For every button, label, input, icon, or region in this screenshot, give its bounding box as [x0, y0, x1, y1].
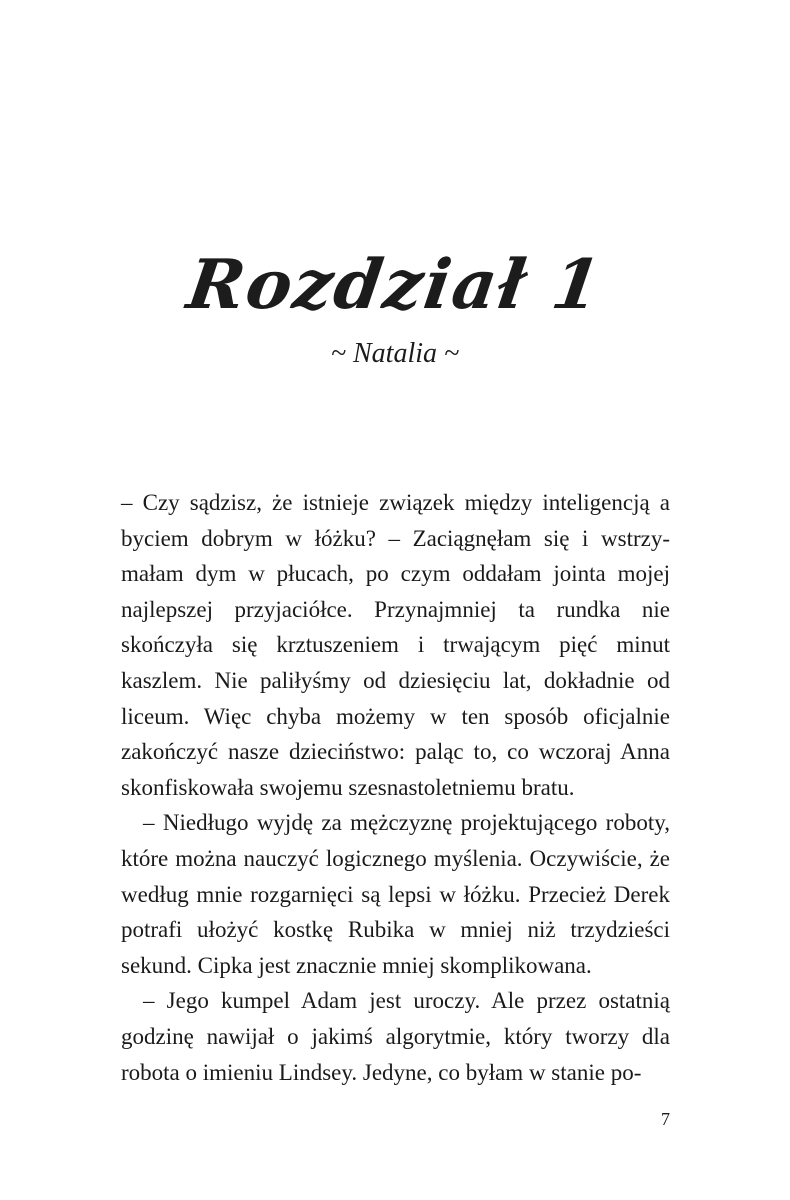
chapter-pov-subtitle: ~ Natalia ~: [330, 338, 460, 369]
paragraph: – Czy sądzisz, że istnieje związek między inteligencją a byciem dobrym w łóżku? – Zaciągnęłam się i wstrzymałam dym w płucach, po czym oddałam jointa mojej najlepszej przyjaciółce. Przynajmniej ta rundka nie skończyła się krztuszeniem i trwającym pięć minut kaszlem. Nie paliłyśmy od dziesięciu lat, dokładnie od liceum. Więc chyba możemy w ten sposób oficjalnie zakończyć nasze dzieciństwo: paląc to, co wczoraj Anna skonfiskowała swojemu szesnastoletniemu bratu.: [121, 490, 670, 800]
paragraph: – Niedługo wyjdę za mężczyznę projektującego roboty, które można nauczyć logicznego myślenia. Oczywiście, że według mnie rozgarnięci są lepsi w łóżku. Przecież Derek potrafi ułożyć kostkę Rubika w mniej niż trzydzieści sekund. Cipka jest znacznie mniej skomplikowana.: [121, 810, 670, 978]
paragraph: – Jego kumpel Adam jest uroczy. Ale przez ostatnią godzinę nawijał o jakimś algorytmie, który tworzy dla robota o imieniu Lindsey. Jedyne, co byłam w stanie po-: [121, 988, 670, 1085]
chapter-title: Rozdział 1: [182, 244, 608, 325]
page-number: 7: [661, 1109, 670, 1129]
body-text: [121, 485, 670, 1090]
